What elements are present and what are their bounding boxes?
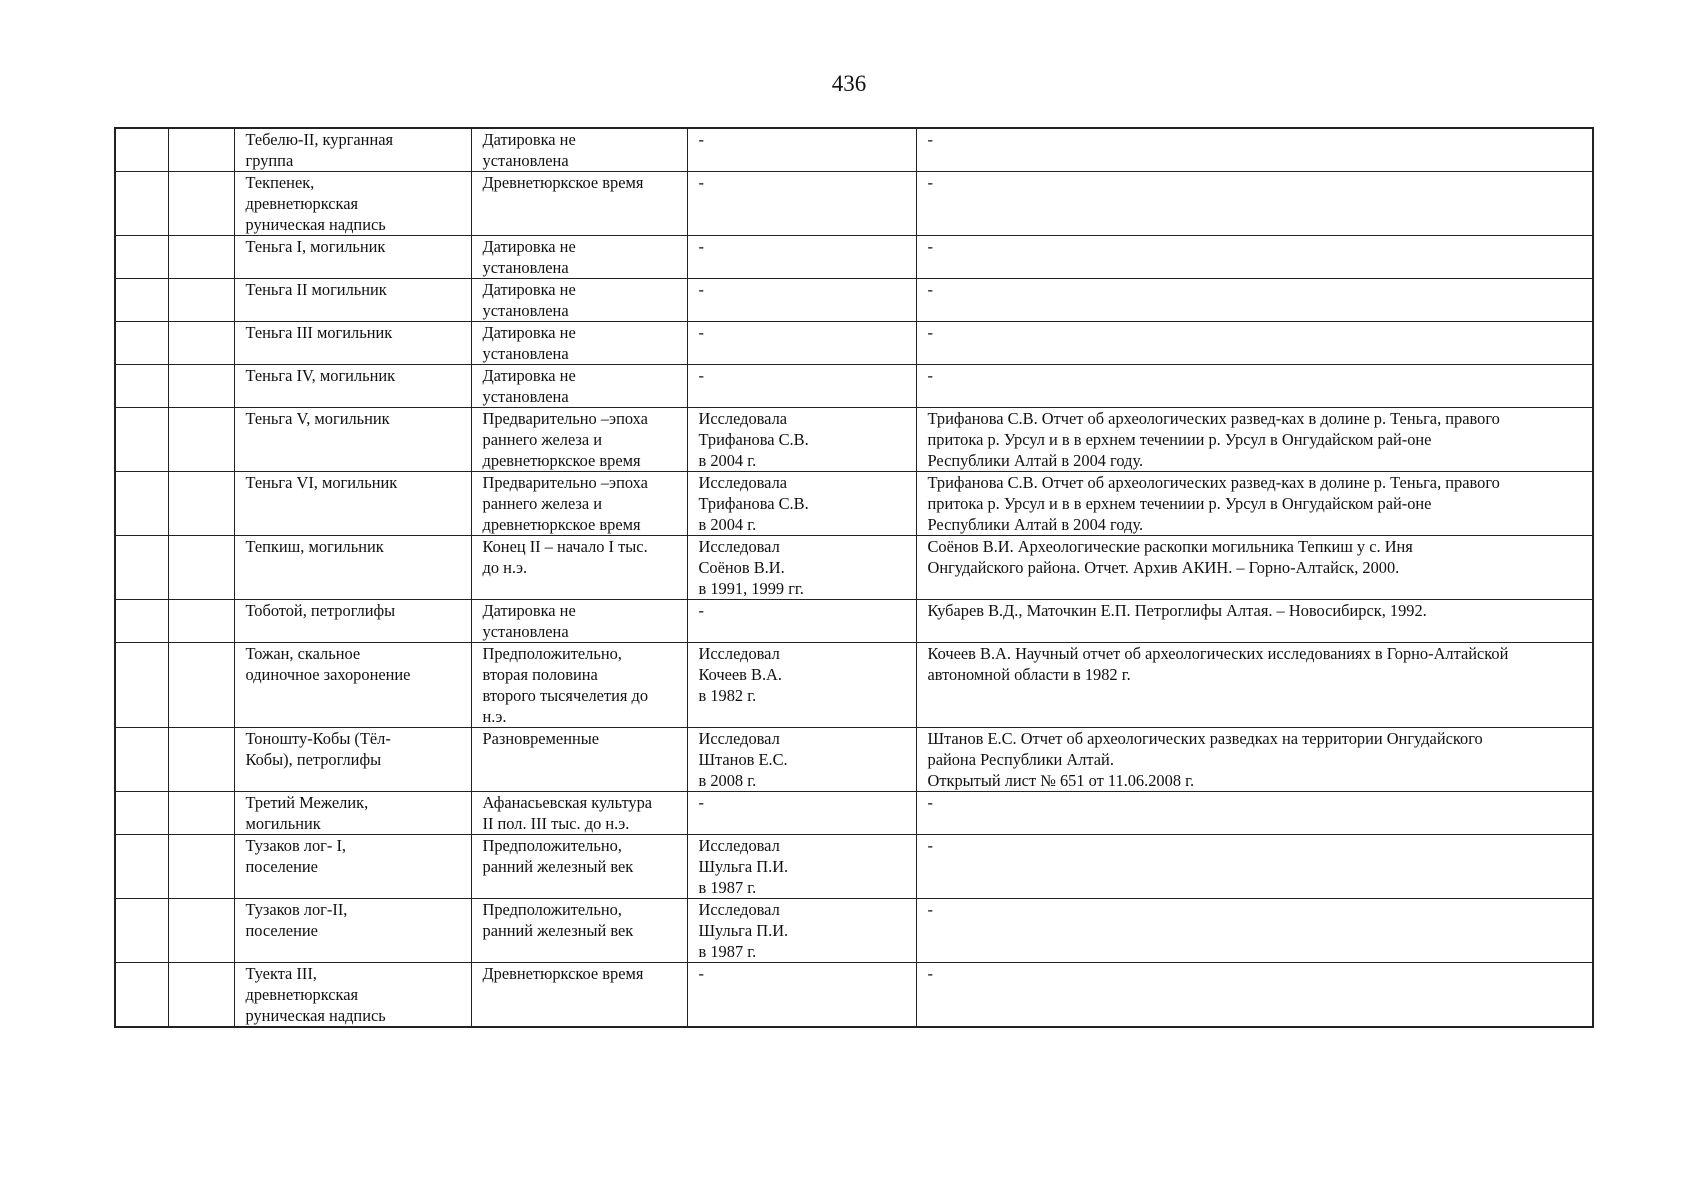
site-name-cell-text: Тепкиш, могильник xyxy=(245,537,384,556)
table-row xyxy=(115,963,1593,1028)
dating-cell-text: Датировка не установлена xyxy=(482,237,576,277)
dating-cell-text: Предварительно –эпоха раннего железа и древнетюркское время xyxy=(482,473,648,534)
researcher-cell xyxy=(687,365,916,408)
site-name-cell xyxy=(234,365,471,408)
site-name-cell xyxy=(234,472,471,536)
table-row xyxy=(115,279,1593,322)
source-cell xyxy=(916,600,1593,643)
site-name-cell-text: Тебелю-II, курганная группа xyxy=(245,130,394,170)
source-cell xyxy=(916,536,1593,600)
researcher-cell-text: - xyxy=(698,366,704,385)
dating-cell-text: Датировка не установлена xyxy=(482,601,576,641)
table-row xyxy=(115,899,1593,963)
dating-cell-text: Датировка не установлена xyxy=(482,366,576,406)
dating-cell xyxy=(471,365,687,408)
source-cell xyxy=(916,365,1593,408)
dating-cell-text: Предположительно, ранний железный век xyxy=(482,836,634,876)
table-row xyxy=(115,408,1593,472)
source-cell-text: Штанов Е.С. Отчет об археологических разведках на территории Онгудайского района Республики Алтай. Открытый лист № 651 от 11.06.2008 г. xyxy=(927,729,1483,790)
code-cell xyxy=(168,792,234,835)
site-name-cell-text: Тоботой, петроглифы xyxy=(245,601,396,620)
dating-cell xyxy=(471,408,687,472)
researcher-cell xyxy=(687,322,916,365)
site-name-cell xyxy=(234,600,471,643)
number-cell xyxy=(115,408,168,472)
source-cell xyxy=(916,835,1593,899)
source-cell-text: Кочеев В.А. Научный отчет об археологических исследованиях в Горно-Алтайской автономной области в 1982 г. xyxy=(927,644,1509,684)
researcher-cell xyxy=(687,536,916,600)
source-cell-text: Соёнов В.И. Археологические раскопки могильника Тепкиш у с. Иня Онгудайского района. Отчет. Архив АКИН. – Горно-Алтайск, 2000. xyxy=(927,537,1413,577)
code-cell xyxy=(168,472,234,536)
site-name-cell xyxy=(234,408,471,472)
researcher-cell xyxy=(687,792,916,835)
dating-cell-text: Древнетюркское время xyxy=(482,964,644,983)
site-name-cell xyxy=(234,536,471,600)
site-name-cell xyxy=(234,172,471,236)
code-cell xyxy=(168,365,234,408)
dating-cell xyxy=(471,536,687,600)
code-cell xyxy=(168,279,234,322)
researcher-cell-text: - xyxy=(698,237,704,256)
site-name-cell xyxy=(234,835,471,899)
table-row xyxy=(115,835,1593,899)
site-name-cell xyxy=(234,279,471,322)
researcher-cell-text: Исследовала Трифанова С.В. в 2004 г. xyxy=(698,409,809,470)
source-cell-text: Кубарев В.Д., Маточкин Е.П. Петроглифы Алтая. – Новосибирск, 1992. xyxy=(927,601,1427,620)
source-cell-text: - xyxy=(927,793,933,812)
dating-cell xyxy=(471,792,687,835)
code-cell xyxy=(168,728,234,792)
site-name-cell-text: Теньга IV, могильник xyxy=(245,366,396,385)
source-cell xyxy=(916,899,1593,963)
researcher-cell xyxy=(687,963,916,1028)
dating-cell xyxy=(471,899,687,963)
researcher-cell xyxy=(687,728,916,792)
dating-cell-text: Предположительно, ранний железный век xyxy=(482,900,634,940)
source-cell xyxy=(916,408,1593,472)
number-cell xyxy=(115,365,168,408)
number-cell xyxy=(115,236,168,279)
table-row xyxy=(115,472,1593,536)
number-cell xyxy=(115,835,168,899)
number-cell xyxy=(115,792,168,835)
number-cell xyxy=(115,172,168,236)
table-row xyxy=(115,728,1593,792)
table-row xyxy=(115,536,1593,600)
researcher-cell xyxy=(687,172,916,236)
researcher-cell-text: Исследовал Соёнов В.И. в 1991, 1999 гг. xyxy=(698,537,804,598)
number-cell xyxy=(115,472,168,536)
site-name-cell-text: Теньга VI, могильник xyxy=(245,473,398,492)
number-cell xyxy=(115,728,168,792)
source-cell-text: - xyxy=(927,366,933,385)
dating-cell-text: Предположительно, вторая половина второго тысячелетия до н.э. xyxy=(482,644,649,726)
researcher-cell-text: - xyxy=(698,964,704,983)
researcher-cell xyxy=(687,279,916,322)
source-cell xyxy=(916,322,1593,365)
number-cell xyxy=(115,643,168,728)
table-row xyxy=(115,128,1593,172)
code-cell xyxy=(168,128,234,172)
dating-cell xyxy=(471,643,687,728)
researcher-cell-text: - xyxy=(698,280,704,299)
researcher-cell-text: Исследовал Штанов Е.С. в 2008 г. xyxy=(698,729,788,790)
source-cell xyxy=(916,236,1593,279)
code-cell xyxy=(168,236,234,279)
number-cell xyxy=(115,536,168,600)
dating-cell-text: Предварительно –эпоха раннего железа и древнетюркское время xyxy=(482,409,648,470)
dating-cell-text: Разновременные xyxy=(482,729,600,748)
researcher-cell xyxy=(687,835,916,899)
table-row xyxy=(115,322,1593,365)
monuments-table xyxy=(114,127,1594,1028)
code-cell xyxy=(168,172,234,236)
researcher-cell-text: - xyxy=(698,793,704,812)
source-cell xyxy=(916,728,1593,792)
dating-cell-text: Конец II – начало I тыс. до н.э. xyxy=(482,537,648,577)
number-cell xyxy=(115,128,168,172)
table-row xyxy=(115,172,1593,236)
site-name-cell xyxy=(234,128,471,172)
site-name-cell xyxy=(234,963,471,1028)
site-name-cell-text: Теньга III могильник xyxy=(245,323,393,342)
source-cell-text: Трифанова С.В. Отчет об археологических развед-ках в долине р. Теньга, правого притока р. Урсул и в в ерхнем течениии р. Урсул в Онгудайском рай-оне Республики Алтай в 2004 году. xyxy=(927,409,1500,470)
site-name-cell xyxy=(234,899,471,963)
dating-cell xyxy=(471,322,687,365)
code-cell xyxy=(168,835,234,899)
site-name-cell-text: Тоношту-Кобы (Тёл- Кобы), петроглифы xyxy=(245,729,391,769)
source-cell-text: - xyxy=(927,836,933,855)
number-cell xyxy=(115,322,168,365)
researcher-cell-text: Исследовал Кочеев В.А. в 1982 г. xyxy=(698,644,782,705)
dating-cell xyxy=(471,728,687,792)
researcher-cell xyxy=(687,600,916,643)
table-row xyxy=(115,600,1593,643)
dating-cell-text: Древнетюркское время xyxy=(482,173,644,192)
source-cell-text: - xyxy=(927,130,933,149)
researcher-cell xyxy=(687,472,916,536)
researcher-cell-text: - xyxy=(698,323,704,342)
number-cell xyxy=(115,600,168,643)
dating-cell xyxy=(471,236,687,279)
researcher-cell-text: Исследовал Шульга П.И. в 1987 г. xyxy=(698,900,789,961)
researcher-cell-text: - xyxy=(698,130,704,149)
source-cell-text: - xyxy=(927,237,933,256)
table-row xyxy=(115,792,1593,835)
dating-cell-text: Датировка не установлена xyxy=(482,130,576,170)
dating-cell-text: Датировка не установлена xyxy=(482,280,576,320)
code-cell xyxy=(168,408,234,472)
site-name-cell xyxy=(234,322,471,365)
number-cell xyxy=(115,279,168,322)
code-cell xyxy=(168,899,234,963)
table-row xyxy=(115,365,1593,408)
table-row xyxy=(115,236,1593,279)
dating-cell xyxy=(471,835,687,899)
dating-cell-text: Датировка не установлена xyxy=(482,323,576,363)
dating-cell xyxy=(471,963,687,1028)
source-cell-text: - xyxy=(927,173,933,192)
site-name-cell-text: Третий Межелик, могильник xyxy=(245,793,369,833)
site-name-cell xyxy=(234,728,471,792)
researcher-cell-text: Исследовала Трифанова С.В. в 2004 г. xyxy=(698,473,809,534)
site-name-cell-text: Тожан, скальное одиночное захоронение xyxy=(245,644,411,684)
dating-cell xyxy=(471,472,687,536)
dating-cell xyxy=(471,279,687,322)
researcher-cell xyxy=(687,643,916,728)
dating-cell xyxy=(471,172,687,236)
source-cell xyxy=(916,963,1593,1028)
source-cell xyxy=(916,172,1593,236)
code-cell xyxy=(168,963,234,1028)
monuments-table-body xyxy=(115,128,1593,1027)
site-name-cell-text: Теньга II могильник xyxy=(245,280,387,299)
researcher-cell xyxy=(687,408,916,472)
code-cell xyxy=(168,322,234,365)
code-cell xyxy=(168,600,234,643)
source-cell-text: - xyxy=(927,900,933,919)
site-name-cell-text: Теньга I, могильник xyxy=(245,237,386,256)
source-cell xyxy=(916,792,1593,835)
code-cell xyxy=(168,643,234,728)
source-cell xyxy=(916,643,1593,728)
site-name-cell-text: Теньга V, могильник xyxy=(245,409,390,428)
dating-cell xyxy=(471,128,687,172)
site-name-cell xyxy=(234,643,471,728)
source-cell-text: Трифанова С.В. Отчет об археологических развед-ках в долине р. Теньга, правого притока р. Урсул и в в ерхнем течениии р. Урсул в Онгудайском рай-оне Республики Алтай в 2004 году. xyxy=(927,473,1500,534)
source-cell xyxy=(916,128,1593,172)
researcher-cell-text: - xyxy=(698,173,704,192)
researcher-cell xyxy=(687,128,916,172)
site-name-cell-text: Туекта III, древнетюркская руническая надпись xyxy=(245,964,386,1025)
site-name-cell xyxy=(234,236,471,279)
dating-cell-text: Афанасьевская культура II пол. III тыс. до н.э. xyxy=(482,793,653,833)
source-cell xyxy=(916,472,1593,536)
number-cell xyxy=(115,899,168,963)
source-cell-text: - xyxy=(927,280,933,299)
table-row xyxy=(115,643,1593,728)
researcher-cell-text: Исследовал Шульга П.И. в 1987 г. xyxy=(698,836,789,897)
page-number: 436 xyxy=(831,71,867,96)
site-name-cell xyxy=(234,792,471,835)
site-name-cell-text: Тузаков лог-II, поселение xyxy=(245,900,348,940)
dating-cell xyxy=(471,600,687,643)
researcher-cell xyxy=(687,899,916,963)
site-name-cell-text: Текпенек, древнетюркская руническая надпись xyxy=(245,173,386,234)
researcher-cell-text: - xyxy=(698,601,704,620)
site-name-cell-text: Тузаков лог- I, поселение xyxy=(245,836,347,876)
source-cell-text: - xyxy=(927,323,933,342)
number-cell xyxy=(115,963,168,1028)
source-cell-text: - xyxy=(927,964,933,983)
code-cell xyxy=(168,536,234,600)
researcher-cell xyxy=(687,236,916,279)
source-cell xyxy=(916,279,1593,322)
